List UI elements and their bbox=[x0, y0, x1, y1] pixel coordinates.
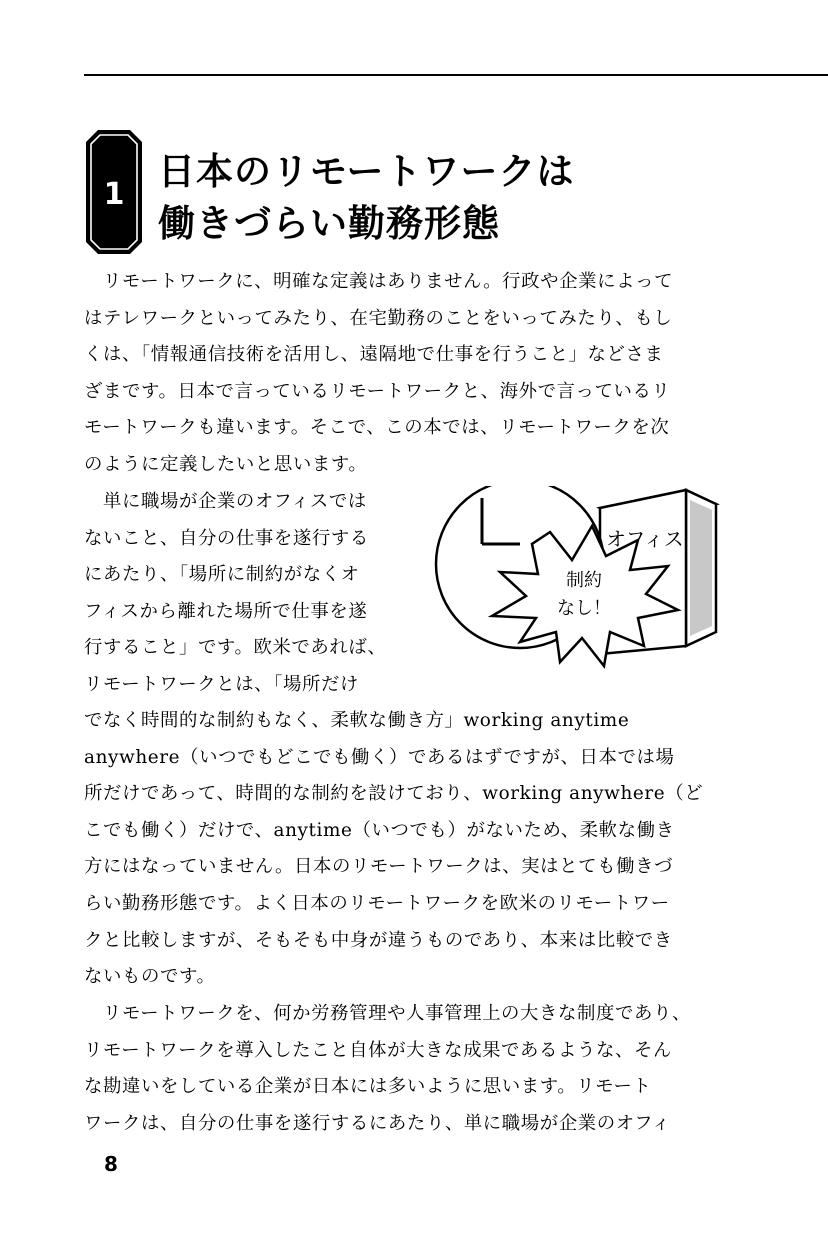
chapter-title-line1: 日本のリモートワークは bbox=[158, 150, 575, 193]
burst-text-line2: なし！ bbox=[557, 598, 611, 619]
paragraph-2-full bbox=[84, 703, 730, 996]
chapter-number: 1 bbox=[103, 177, 125, 212]
paragraph-line: ざまです。日本で言っているリモートワークと、海外で言っているリ bbox=[84, 380, 671, 402]
paragraph-line: こでも働く）だけで、anytime（いつでも）がないため、柔軟な働き bbox=[84, 819, 675, 841]
office-label: オフィス bbox=[606, 527, 684, 551]
paragraph-line: にあたり、「場所に制約がなくオ bbox=[84, 564, 360, 586]
chapter-title-line2: 働きづらい勤務形態 bbox=[158, 202, 500, 245]
paragraph-line: フィスから離れた場所で仕事を遂 bbox=[84, 600, 368, 622]
header-rule bbox=[84, 74, 828, 76]
paragraph-line: ないものです。 bbox=[84, 966, 216, 988]
paragraph-3 bbox=[84, 996, 730, 1142]
office-illustration bbox=[420, 486, 724, 676]
paragraph-2-wrapped bbox=[84, 484, 406, 704]
paragraph-line: リモートワークを、何か労務管理や人事管理上の大きな制度であり、 bbox=[84, 1003, 691, 1024]
paragraph-line: リモートワークに、明確な定義はありません。行政や企業によって bbox=[84, 271, 674, 292]
paragraph-line: クと比較しますが、そもそも中身が違うものであり、本来は比較でき bbox=[84, 929, 673, 951]
paragraph-line: 行すること」です。欧米であれば、 bbox=[84, 637, 387, 659]
paragraph-line: 方にはなっていません。日本のリモートワークは、実はとても働きづ bbox=[84, 856, 674, 878]
page-number: 8 bbox=[104, 1152, 118, 1176]
paragraph-line: anywhere（いつでもどこでも働く）であるはずですが、日本では場 bbox=[84, 746, 675, 768]
paragraph-line: でなく時間的な制約もなく、柔軟な働き方」working anytime bbox=[84, 710, 630, 731]
paragraph-line: 所だけであって、時間的な制約を設けており、working anywhere（ど bbox=[84, 783, 704, 805]
paragraph-line: ワークは、自分の仕事を遂行するにあたり、単に職場が企業のオフィ bbox=[84, 1112, 671, 1134]
paragraph-line: のように定義したいと思います。 bbox=[84, 453, 368, 475]
paragraph-line: 単に職場が企業のオフィスでは bbox=[84, 491, 367, 512]
burst-text-line1: 制約 bbox=[566, 570, 602, 591]
paragraph-line: ないこと、自分の仕事を遂行する bbox=[84, 527, 369, 549]
chapter-number-badge bbox=[84, 128, 144, 256]
paragraph-line: リモートワークを導入したこと自体が大きな成果であるような、そん bbox=[84, 1039, 672, 1061]
paragraph-1 bbox=[84, 264, 730, 484]
chapter-title bbox=[158, 146, 758, 250]
paragraph-line: はテレワークといってみたり、在宅勤務のことをいってみたり、もし bbox=[84, 307, 673, 329]
paragraph-line: らい勤務形態です。よく日本のリモートワークを欧米のリモートワー bbox=[84, 892, 670, 914]
paragraph-line: な勘違いをしている企業が日本には多いように思います。リモート bbox=[84, 1076, 652, 1098]
paragraph-line: モートワークも違います。そこで、この本では、リモートワークを次 bbox=[84, 417, 670, 439]
paragraph-line: くは、「情報通信技術を活用し、遠隔地で仕事を行うこと」などさま bbox=[84, 344, 664, 366]
paragraph-line: リモートワークとは、「場所だけ bbox=[84, 673, 359, 695]
